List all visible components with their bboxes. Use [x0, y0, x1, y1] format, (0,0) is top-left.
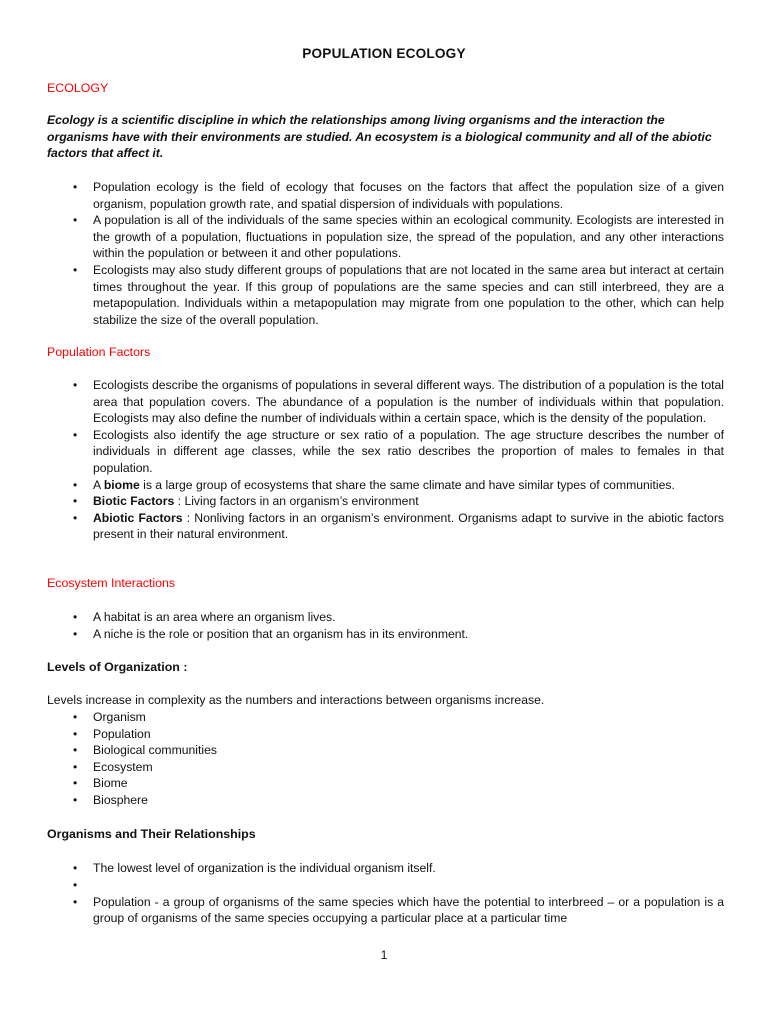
list-item: • Population - a group of organisms of the same species which have the potential to interbreed – or a population is a group of organisms of the same species occupying a particular place at a particular time — [47, 894, 724, 927]
relationships-list — [47, 860, 724, 927]
abiotic-term: Abiotic Factors — [93, 510, 183, 525]
list-item: • Population — [47, 726, 724, 743]
ecology-definition: Ecology is a scientific discipline in which the relationships among living organisms and the interaction the organisms have with their environments are studied. An ecosystem is a biological community and all of the abiotic factors that affect it. — [47, 113, 712, 161]
biotic-term: Biotic Factors — [93, 494, 175, 509]
list-item: • Biome — [47, 775, 724, 792]
relationships-heading: Organisms and Their Relationships — [47, 827, 256, 841]
ecology-heading — [47, 80, 108, 97]
list-item: • Ecologists may also study different groups of populations that are not located in the same area but interact at certain times throughout the year. If this group of populations are the same species and can still interbreed, they are a metapopulation. Individuals within a metapopulation may migrate from one population to the other, which can help stabilize the size of the overall population. — [47, 262, 724, 328]
page-title: POPULATION ECOLOGY — [302, 46, 466, 61]
population-factors-heading — [47, 344, 150, 361]
levels-of-organization-heading: Levels of Organization : — [47, 660, 188, 674]
list-item-biome — [47, 477, 724, 494]
ecosystem-interactions-heading — [47, 575, 175, 592]
list-item: • Ecologists describe the organisms of populations in several different ways. The distribution of a population is the total area that population covers. The abundance of a population is the number of individuals within that population. Ecologists may also define the number of individuals within a certain space, which is the density of the population. — [47, 377, 724, 427]
list-item: • Biosphere — [47, 792, 724, 809]
list-item: • Organism — [47, 709, 724, 726]
ecology-heading-text: ECOLOGY — [47, 81, 109, 95]
ecosystem-interactions-heading-text: Ecosystem Interactions — [47, 576, 176, 590]
list-item: • Ecosystem — [47, 759, 724, 776]
list-spacer — [47, 877, 724, 894]
abiotic-definition: : Nonliving factors in an organism’s environment. Organisms adapt to survive in the abiotic factors present in their natural environment. — [93, 510, 724, 542]
ecology-bullet-list — [47, 179, 724, 328]
list-item: • A habitat is an area where an organism lives. — [47, 609, 724, 626]
biome-prefix: A — [93, 477, 104, 492]
levels-intro: Levels increase in complexity as the numbers and interactions between organisms increase. — [47, 693, 545, 707]
population-factors-list — [47, 377, 724, 543]
list-item: • The lowest level of organization is the individual organism itself. — [47, 860, 724, 877]
list-item: • Population ecology is the field of ecology that focuses on the factors that affect the population size of a given organism, population growth rate, and spatial dispersion of individuals with populations. — [47, 179, 724, 212]
list-item: • A population is all of the individuals of the same species within an ecological community. Ecologists are interested in the growth of a population, fluctuations in population size, the spread of the population, and any other interactions within the population or between it and other populations. — [47, 212, 724, 262]
population-factors-heading-text: Population Factors — [47, 345, 151, 359]
list-item: • Ecologists also identify the age structure or sex ratio of a population. The age structure describes the number of individuals in different age classes, while the sex ratio describes the proportion of males to females in that population. — [47, 427, 724, 477]
list-item: • Biological communities — [47, 742, 724, 759]
ecosystem-interactions-list — [47, 609, 724, 642]
levels-list — [47, 709, 724, 809]
list-item: • A niche is the role or position that an organism has in its environment. — [47, 626, 724, 643]
list-item-abiotic — [47, 510, 724, 543]
biotic-definition: : Living factors in an organism’s environment — [174, 494, 419, 509]
biome-term: biome — [103, 477, 140, 492]
page-number: 1 — [380, 948, 388, 962]
biome-definition: is a large group of ecosystems that share the same climate and have similar types of communities. — [139, 477, 675, 492]
list-item-biotic — [47, 493, 724, 510]
